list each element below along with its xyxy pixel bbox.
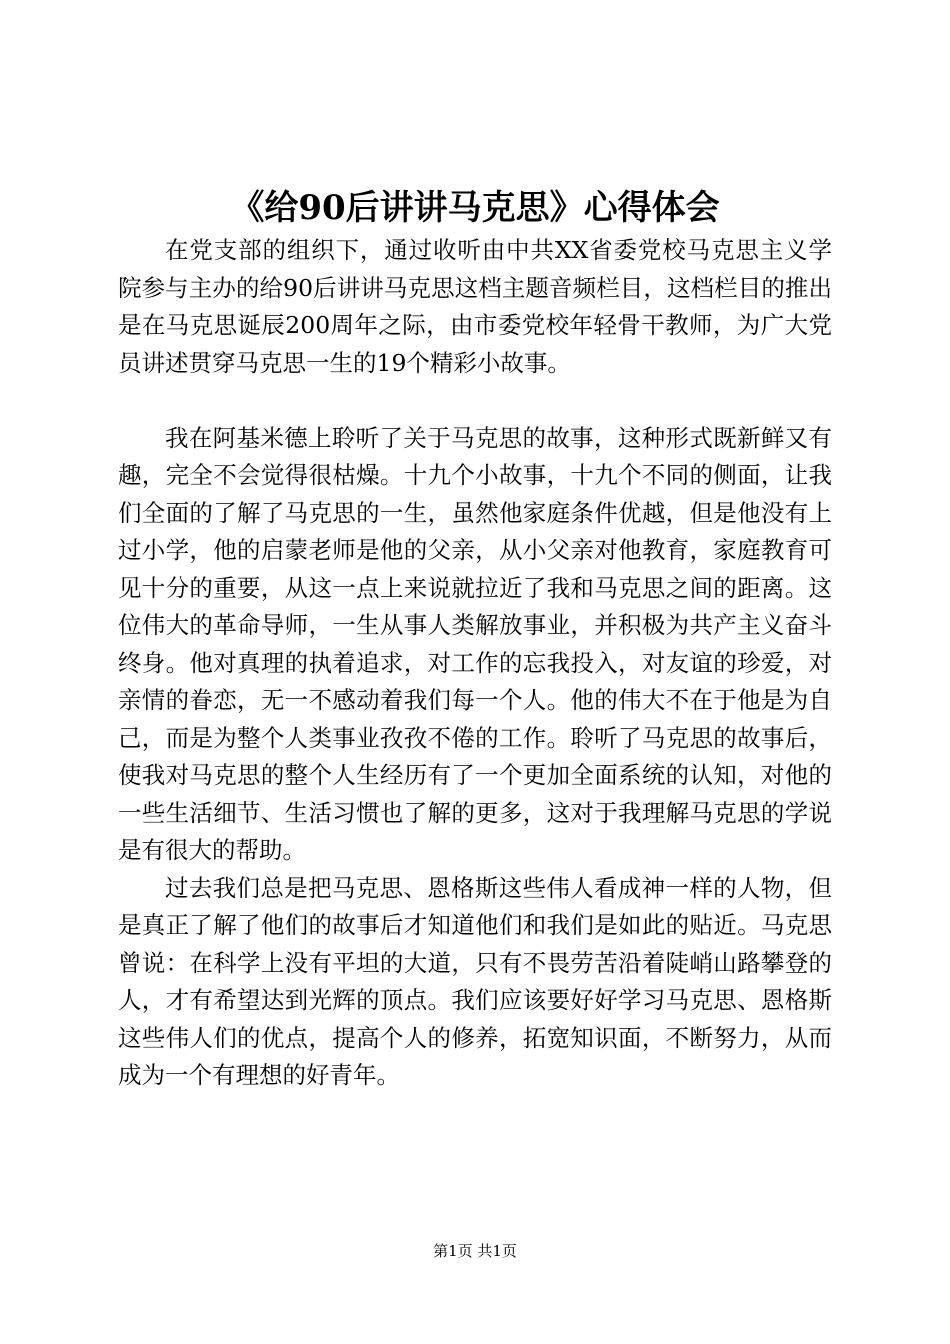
page-number: 第1页 共1页 (433, 1242, 517, 1260)
paragraph-2: 我在阿基米德上聆听了关于马克思的故事，这种形式既新鲜又有趣，完全不会觉得很枯燥。十九个小故事，十九个不同的侧面，让我们全面的了解了马克思的一生，虽然他家庭条件优越，但是他没有上过小学，他的启蒙老师是他的父亲，从小父亲对他教育，家庭教育可见十分的重要，从这一点上来说就拉近了我和马克思之间的距离。这位伟大的革命导师，一生从事人类解放事业，并积极为共产主义奋斗终身。他对真理的执着追求，对工作的忘我投入，对友谊的珍爱，对亲情的眷恋，无一不感动着我们每一个人。他的伟大不在于他是为自己，而是为整个人类事业孜孜不倦的工作。聆听了马克思的故事后，使我对马克思的整个人生经历有了一个更加全面系统的认知，对他的一些生活细节、生活习惯也了解的更多，这对于我理解马克思的学说是有很大的帮助。 (118, 423, 832, 864)
paragraph-3: 过去我们总是把马克思、恩格斯这些伟人看成神一样的人物，但是真正了解了他们的故事后才知道他们和我们是如此的贴近。马克思曾说：在科学上没有平坦的大道，只有不畏劳苦沿着陡峭山路攀登的人，才有希望达到光辉的顶点。我们应该要好好学习马克思、恩格斯这些伟人们的优点，提高个人的修养，拓宽知识面，不断努力，从而成为一个有理想的好青年。 (118, 873, 832, 1089)
paragraph-spacer (118, 382, 832, 420)
document-title: 《给90后讲讲马克思》心得体会 (230, 188, 720, 228)
document-body (118, 232, 832, 1095)
paragraph-1: 在党支部的组织下，通过收听由中共XX省委党校马克思主义学院参与主办的给90后讲讲马克思这档主题音频栏目，这档栏目的推出是在马克思诞辰200周年之际，由市委党校年轻骨干教师，为广大党员讲述贯穿马克思一生的19个精彩小故事。 (118, 236, 832, 377)
page-footer (0, 1240, 950, 1262)
